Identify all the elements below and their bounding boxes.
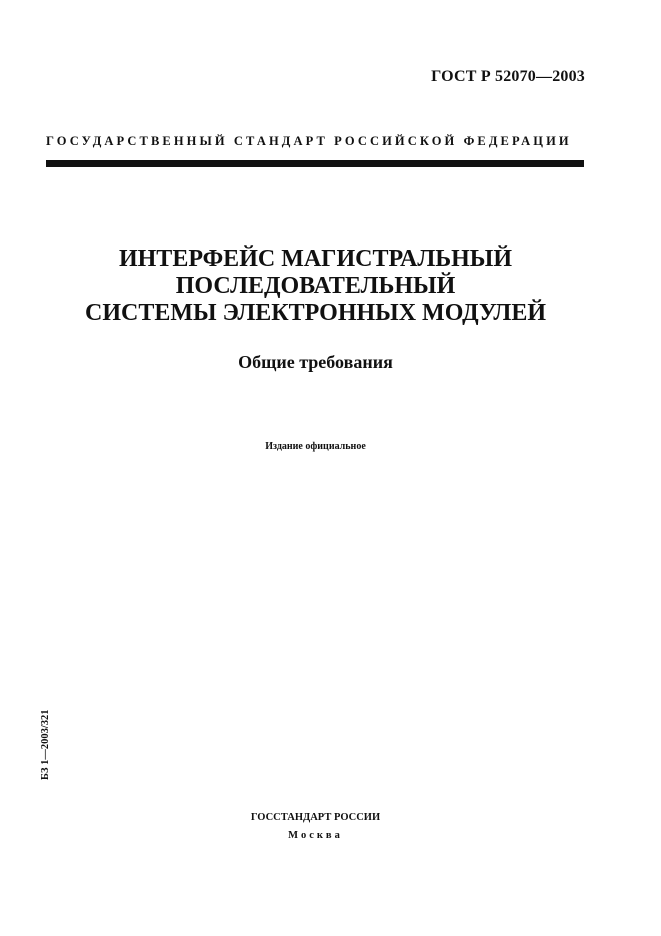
side-catalog-code: БЗ 1—2003/321 xyxy=(40,709,51,780)
standard-heading: ГОСУДАРСТВЕННЫЙ СТАНДАРТ РОССИЙСКОЙ ФЕДЕРАЦИИ xyxy=(46,134,572,148)
standard-code: ГОСТ Р 52070—2003 xyxy=(431,68,585,85)
publisher-name: ГОССТАНДАРТ РОССИИ xyxy=(250,812,381,823)
title-line-3: СИСТЕМЫ ЭЛЕКТРОННЫХ МОДУЛЕЙ xyxy=(85,300,546,326)
document-title xyxy=(0,246,631,327)
document-subtitle: Общие требования xyxy=(238,352,393,372)
title-line-1: ИНТЕРФЕЙС МАГИСТРАЛЬНЫЙ xyxy=(118,246,513,272)
edition-note: Издание официальное xyxy=(265,441,366,452)
heading-divider xyxy=(46,160,584,167)
publisher-city: Москва xyxy=(288,830,343,841)
title-line-2: ПОСЛЕДОВАТЕЛЬНЫЙ xyxy=(175,273,456,299)
